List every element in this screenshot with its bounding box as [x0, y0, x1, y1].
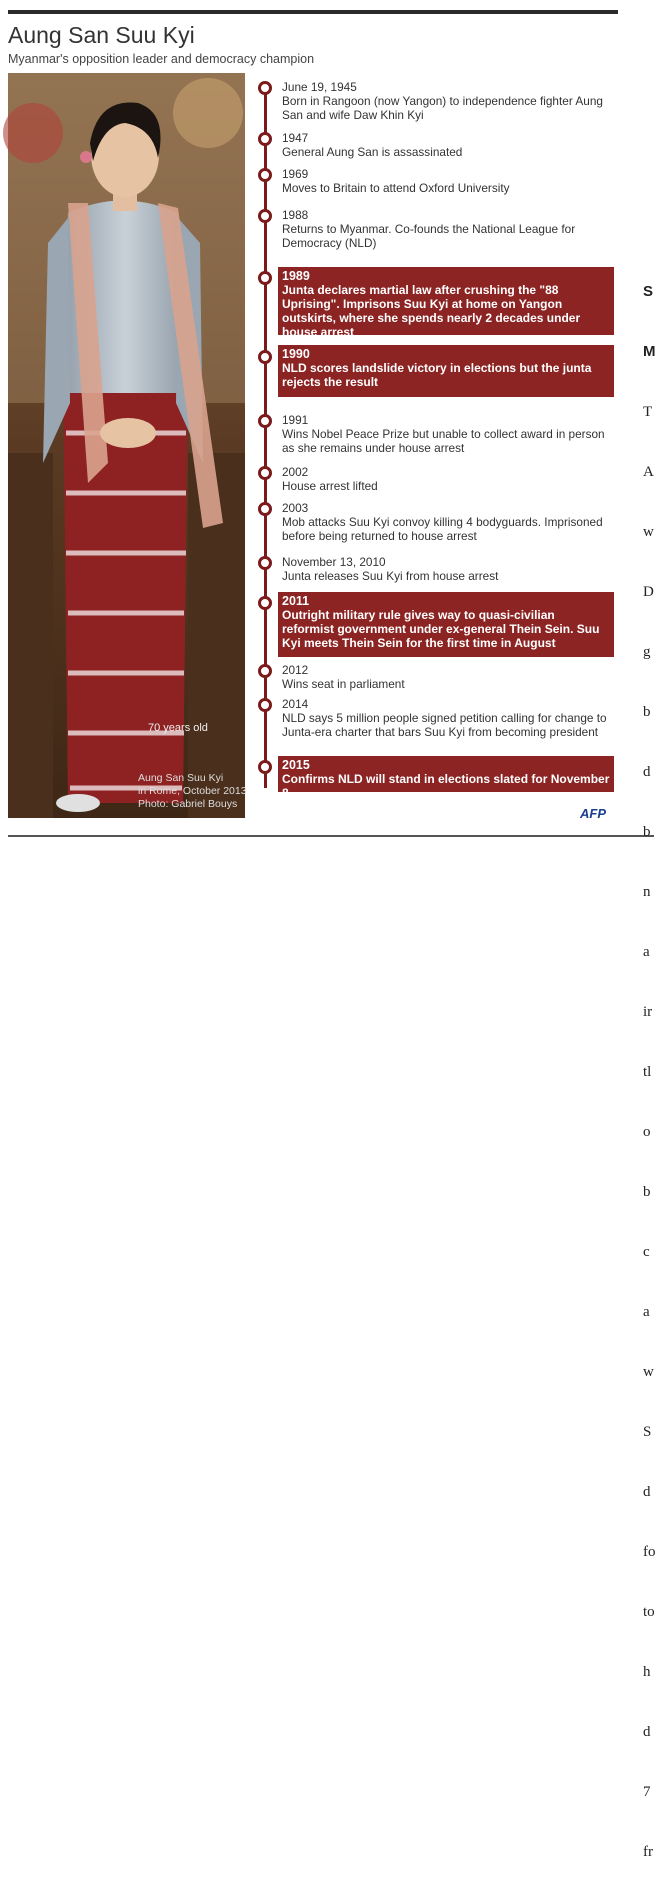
page-subtitle: Myanmar's opposition leader and democracy champion	[8, 52, 315, 66]
entry-text: Moves to Britain to attend Oxford University	[282, 181, 510, 195]
top-rule	[8, 10, 618, 14]
timeline-dot	[258, 81, 272, 95]
fragment-line: o	[643, 1124, 651, 1140]
caption-line: Aung San Suu Kyi	[138, 772, 224, 784]
entry-date: June 19, 1945	[282, 80, 357, 94]
entry-date: 1947	[282, 131, 309, 145]
entry-text: Wins Nobel Peace Prize but unable to collect award in person as she remains under house arrest	[282, 427, 605, 455]
entry-date: 1988	[282, 208, 309, 222]
adjacent-article-fragment	[643, 242, 654, 1882]
fragment-line: w	[643, 524, 654, 540]
fragment-line: g	[643, 644, 651, 660]
entry-date: 1990	[282, 347, 310, 361]
entry-date: 2011	[282, 594, 310, 608]
fragment-line: fr	[643, 1844, 653, 1860]
fragment-line: w	[643, 1364, 654, 1380]
entry-text: Wins seat in parliament	[282, 677, 405, 691]
timeline-dot	[258, 502, 272, 516]
timeline-dot	[258, 664, 272, 678]
entry-text: General Aung San is assassinated	[282, 145, 463, 159]
entry-date: 2003	[282, 501, 309, 515]
timeline-dot	[258, 760, 272, 774]
caption-line: in Rome, October 2013	[138, 785, 247, 797]
timeline-dot	[258, 414, 272, 428]
photo-caption	[138, 772, 247, 811]
timeline-highlight	[278, 756, 614, 800]
entry-text: Junta declares martial law after crushing the "88 Uprising". Imprisons Suu Kyi at home on Yangon outskirts, where she spends nearly 2 decades under house arrest	[282, 283, 581, 339]
fragment-line: to	[643, 1604, 655, 1620]
timeline-highlight	[278, 592, 614, 657]
timeline-entry	[282, 465, 614, 493]
timeline-entry	[282, 697, 614, 739]
portrait-photo	[8, 73, 245, 818]
fragment-line: S	[643, 1424, 652, 1440]
timeline-dot	[258, 596, 272, 610]
timeline-entry	[282, 555, 614, 583]
timeline-entry	[282, 663, 614, 691]
fragment-line: b	[643, 1184, 651, 1200]
entry-text: Junta releases Suu Kyi from house arrest	[282, 569, 499, 583]
portrait-illustration	[8, 73, 245, 818]
timeline-dot	[258, 698, 272, 712]
entry-date: 2002	[282, 465, 309, 479]
fragment-line: a	[643, 1304, 650, 1320]
timeline-dot	[258, 350, 272, 364]
fragment-line: S	[643, 283, 654, 300]
entry-text: House arrest lifted	[282, 479, 378, 493]
bottom-rule	[8, 835, 654, 837]
age-label: 70 years old	[148, 722, 208, 734]
fragment-line: fo	[643, 1544, 656, 1560]
fragment-line: 7	[643, 1784, 651, 1800]
entry-date: 1989	[282, 269, 310, 283]
fragment-line: D	[643, 584, 654, 600]
timeline-highlight	[278, 345, 614, 397]
entry-date: 1991	[282, 413, 309, 427]
timeline-dot	[258, 168, 272, 182]
timeline-dot	[258, 556, 272, 570]
entry-text: NLD scores landslide victory in elections but the junta rejects the result	[282, 361, 592, 389]
fragment-line: n	[643, 884, 651, 900]
timeline-entry	[282, 208, 614, 250]
timeline-dot	[258, 271, 272, 285]
entry-text: Mob attacks Suu Kyi convoy killing 4 bodyguards. Imprisoned before being returned to house arrest	[282, 515, 603, 543]
timeline-highlight	[278, 267, 614, 339]
fragment-line: ir	[643, 1004, 653, 1020]
afp-logo: AFP	[580, 806, 606, 821]
entry-date: 1969	[282, 167, 309, 181]
entry-text: Returns to Myanmar. Co-founds the National League for Democracy (NLD)	[282, 222, 576, 250]
caption-line: Photo: Gabriel Bouys	[138, 798, 238, 810]
fragment-line: A	[643, 464, 654, 480]
fragment-line: tl	[643, 1064, 652, 1080]
entry-text: Outright military rule gives way to quasi-civilian reformist government under ex-general Thein Sein. Suu Kyi meets Thein Sein for the first time in August	[282, 608, 600, 650]
fragment-line: M	[643, 343, 656, 360]
timeline-dot	[258, 132, 272, 146]
timeline-entry	[282, 413, 614, 455]
timeline-entry	[282, 80, 614, 122]
entry-text: Born in Rangoon (now Yangon) to independence fighter Aung San and wife Daw Khin Kyi	[282, 94, 603, 122]
entry-date: 2012	[282, 663, 309, 677]
fragment-line: h	[643, 1664, 651, 1680]
fragment-line: d	[643, 1724, 651, 1740]
fragment-line: b	[643, 824, 651, 840]
timeline-entry	[282, 131, 614, 159]
entry-date: November 13, 2010	[282, 555, 386, 569]
timeline-dot	[258, 209, 272, 223]
timeline-entry	[282, 501, 614, 543]
fragment-line: d	[643, 1484, 651, 1500]
timeline-entry	[282, 167, 614, 195]
timeline-dot	[258, 466, 272, 480]
entry-date: 2014	[282, 697, 309, 711]
fragment-line: d	[643, 764, 651, 780]
entry-text: Confirms NLD will stand in elections slated for November 8	[282, 772, 610, 800]
timeline-line	[264, 86, 267, 788]
page-title: Aung San Suu Kyi	[8, 22, 195, 48]
fragment-line: b	[643, 704, 651, 720]
fragment-line: c	[643, 1244, 650, 1260]
entry-date: 2015	[282, 758, 310, 772]
fragment-line: a	[643, 944, 650, 960]
entry-text: NLD says 5 million people signed petition calling for change to Junta-era charter that bars Suu Kyi from becoming president	[282, 711, 607, 739]
fragment-line: T	[643, 404, 653, 420]
